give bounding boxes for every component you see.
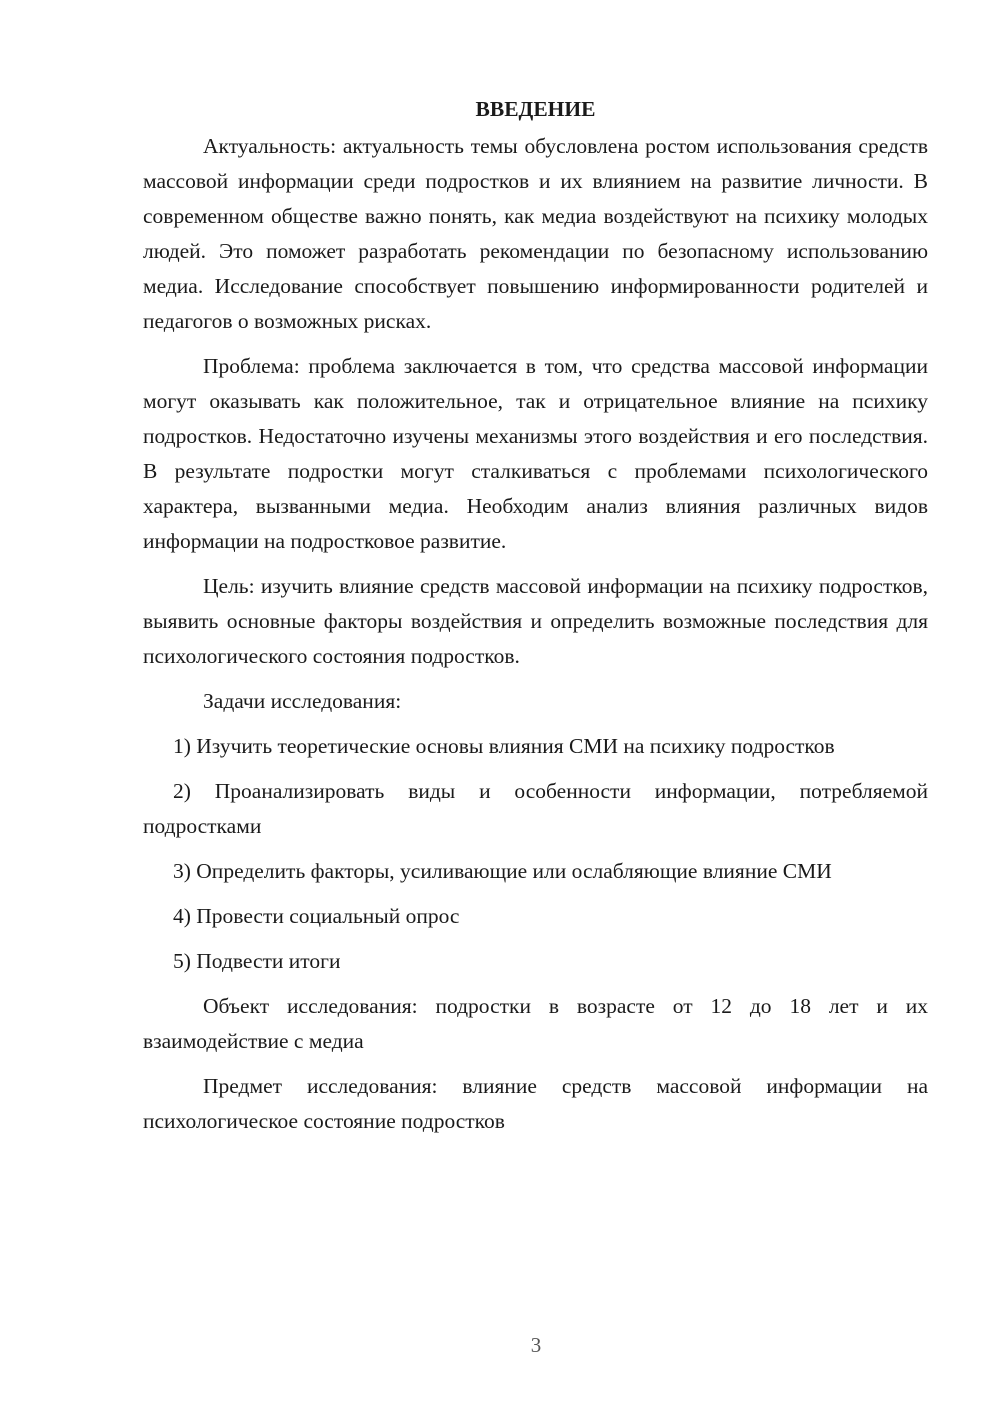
paragraph-goal: Цель: изучить влияние средств массовой информации на психику подростков, выявить основные факторы воздействия и определить возможные последствия для психологического состояния подростков.	[143, 574, 928, 668]
list-item: 1) Изучить теоретические основы влияния СМИ на психику подростков	[173, 734, 835, 758]
list-item: 4) Провести социальный опрос	[173, 904, 460, 928]
tasks-intro: Задачи исследования:	[203, 689, 402, 713]
page-number: 3	[530, 1333, 542, 1357]
tasks-list	[143, 729, 928, 979]
paragraph-problem: Проблема: проблема заключается в том, что средства массовой информации могут оказывать как положительное, так и отрицательное влияние на психику подростков. Недостаточно изучены механизмы этого воздействия и его последствия. В результате подростки могут сталкиваться с проблемами психологического характера, вызванными медиа. Необходим анализ влияния различных видов информации на подростковое развитие.	[143, 354, 928, 553]
document-page	[143, 92, 928, 1149]
list-item: 3) Определить факторы, усиливающие или ослабляющие влияние СМИ	[173, 859, 832, 883]
paragraph-relevance: Актуальность: актуальность темы обусловлена ростом использования средств массовой информации среди подростков и их влиянием на развитие личности. В современном обществе важно понять, как медиа воздействуют на психику молодых людей. Это поможет разработать рекомендации по безопасному использованию медиа. Исследование способствует повышению информированности родителей и педагогов о возможных рисках.	[143, 134, 928, 333]
page-title: ВВЕДЕНИЕ	[475, 97, 596, 121]
list-item: 5) Подвести итоги	[173, 949, 341, 973]
paragraph-object: Объект исследования: подростки в возрасте от 12 до 18 лет и их взаимодействие с медиа	[143, 994, 928, 1053]
paragraph-subject: Предмет исследования: влияние средств массовой информации на психологическое состояние подростков	[143, 1074, 928, 1133]
list-item: 2) Проанализировать виды и особенности информации, потребляемой подростками	[143, 779, 928, 838]
